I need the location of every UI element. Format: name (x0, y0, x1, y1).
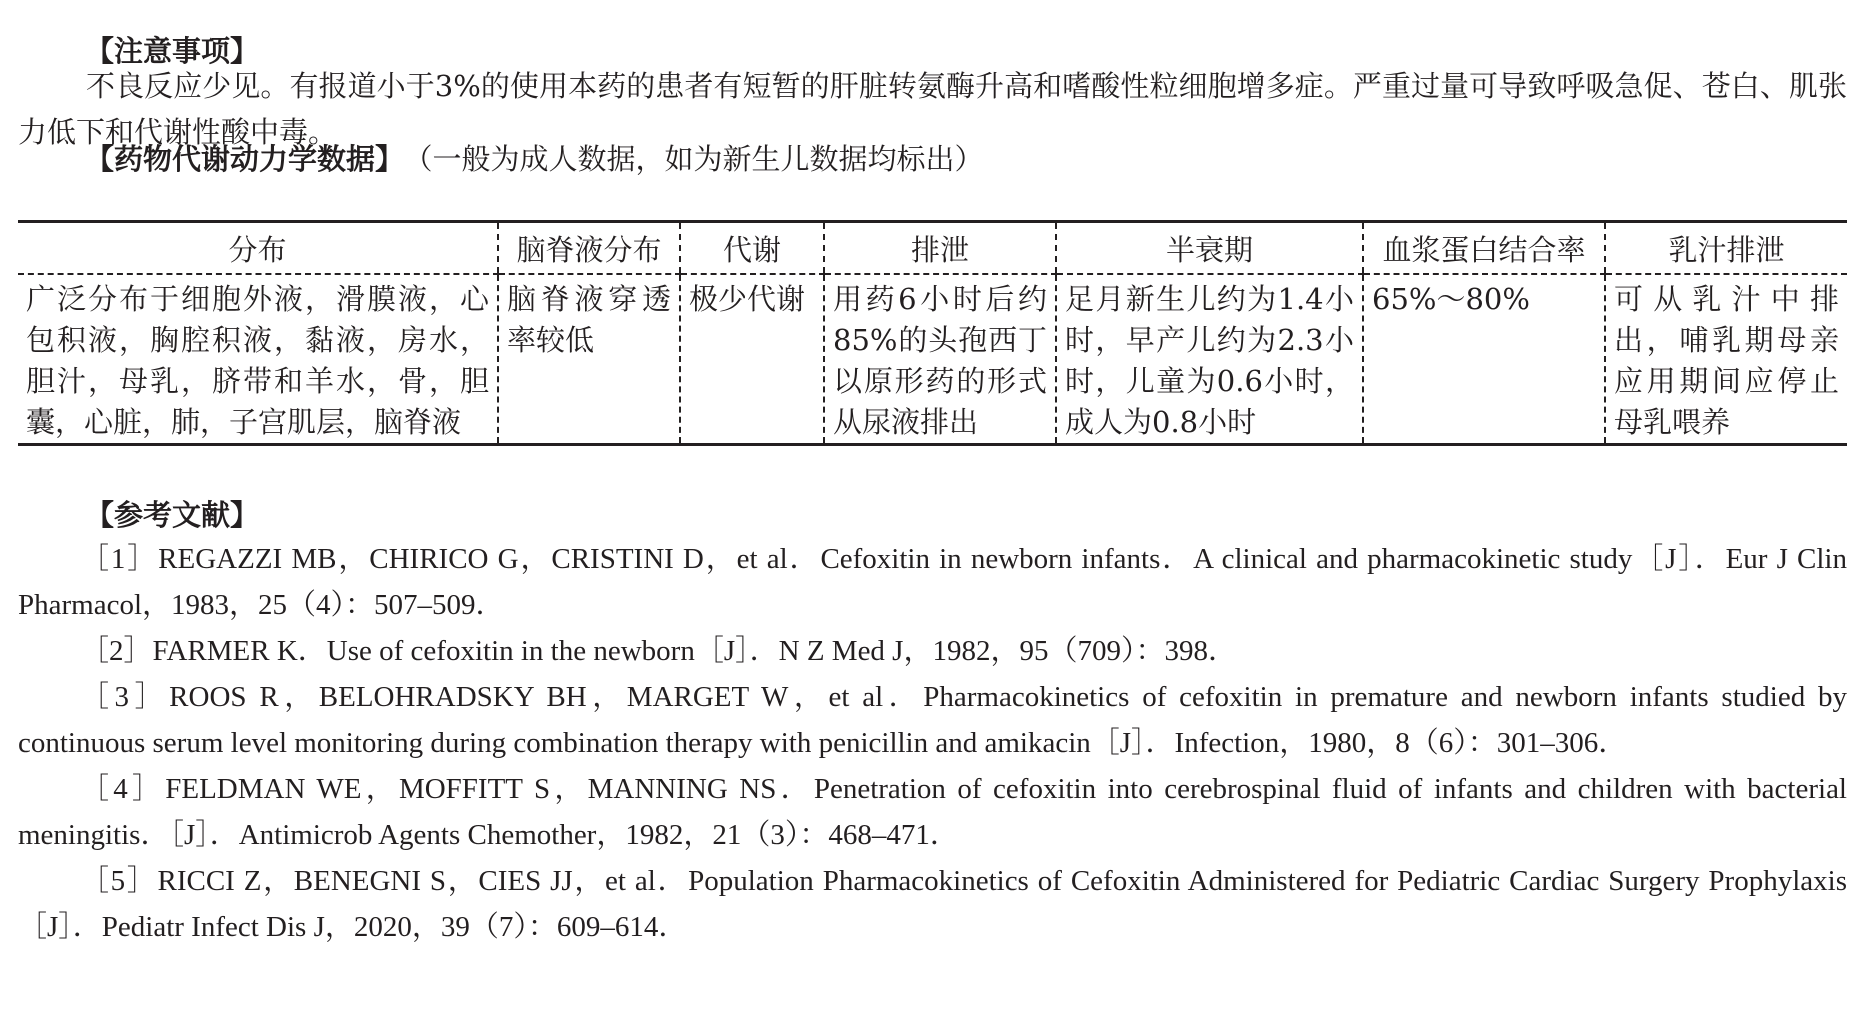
pk-cell-excretion (824, 274, 1056, 445)
reference-item: ［4］FELDMAN WE，MOFFITT S，MANNING NS．Penetration of cefoxitin into cerebrospinal fluid of infants and children with bacterial meningitis．［J］．Antimicrob Agents Chemother，1982，21（3）：468–471． (18, 773, 1847, 851)
reference-item: ［2］FARMER K．Use of cefoxitin in the newborn［J］．N Z Med J，1982，95（709）：398． (80, 635, 1237, 667)
pk-table-row (18, 274, 1847, 445)
pk-cell-metabolism-text: 极少代谢 (689, 282, 806, 316)
precautions-heading-text: 【注意事项】 (85, 34, 260, 68)
pk-col-header-metabolism: 代谢 (680, 222, 824, 275)
pk-col-header-half-life: 半衰期 (1056, 222, 1363, 275)
pk-cell-distribution (18, 274, 498, 445)
pk-col-header-excretion: 排泄 (824, 222, 1056, 275)
pk-table (18, 220, 1847, 446)
pk-cell-csf-text: 脑脊液穿透率较低 (507, 282, 671, 357)
references-heading-text: 【参考文献】 (85, 498, 260, 532)
references-list (18, 536, 1847, 950)
pk-col-header-milk: 乳汁排泄 (1605, 222, 1847, 275)
reference-item: ［3］ROOS R，BELOHRADSKY BH，MARGET W，et al．Pharmacokinetics of cefoxitin in premature and newborn infants studied by continuous serum level monitoring during combination therapy with penicillin and amikacin［J］．Infection，1980，8（6）：301–306． (18, 681, 1847, 759)
reference-item: ［5］RICCI Z，BENEGNI S，CIES JJ，et al．Population Pharmacokinetics of Cefoxitin Administered for Pediatric Cardiac Surgery Prophylaxis［J］．Pediatr Infect Dis J，2020，39（7）：609–614． (18, 865, 1847, 943)
reference-item: ［1］REGAZZI MB，CHIRICO G，CRISTINI D，et al．Cefoxitin in newborn infants．A clinical and pharmacokinetic study［J］．Eur J Clin Pharmacol，1983，25（4）：507–509． (18, 543, 1847, 621)
pk-cell-excretion-text: 用药6小时后约85%的头孢西丁以原形药的形式从尿液排出 (833, 282, 1047, 439)
pk-cell-half-life (1056, 274, 1363, 445)
pk-col-header-csf: 脑脊液分布 (498, 222, 680, 275)
pk-col-header-distribution: 分布 (18, 222, 498, 275)
pk-cell-protein-binding-text: 65%～80% (1372, 282, 1530, 316)
pk-cell-milk-text: 可从乳汁中排出，哺乳期母亲应用期间应停止母乳喂养 (1614, 282, 1839, 439)
pk-cell-protein-binding (1363, 274, 1605, 445)
pk-cell-milk (1605, 274, 1847, 445)
pk-cell-half-life-text: 足月新生儿约为1.4小时，早产儿约为2.3小时，儿童为0.6小时，成人为0.8小时 (1065, 282, 1354, 439)
pk-col-header-protein-binding: 血浆蛋白结合率 (1363, 222, 1605, 275)
pk-cell-metabolism (680, 274, 824, 445)
precautions-paragraph: 不良反应少见。有报道小于3%的使用本药的患者有短暂的肝脏转氨酶升高和嗜酸性粒细胞增多症。严重过量可导致呼吸急促、苍白、肌张力低下和代谢性酸中毒。 (18, 69, 1847, 149)
pk-table-header-row (18, 222, 1847, 275)
pk-heading (85, 139, 984, 179)
pk-cell-distribution-text: 广泛分布于细胞外液，滑膜液，心包积液，胸腔积液，黏液，房水，胆汁，母乳，脐带和羊水，骨，胆囊，心脏，肺，子宫肌层，脑脊液 (26, 282, 489, 439)
pk-heading-note: （一般为成人数据，如为新生儿数据均标出） (418, 142, 984, 176)
pk-cell-csf (498, 274, 680, 445)
pk-heading-text: 【药物代谢动力学数据】 (85, 142, 405, 176)
references-heading (85, 495, 259, 535)
